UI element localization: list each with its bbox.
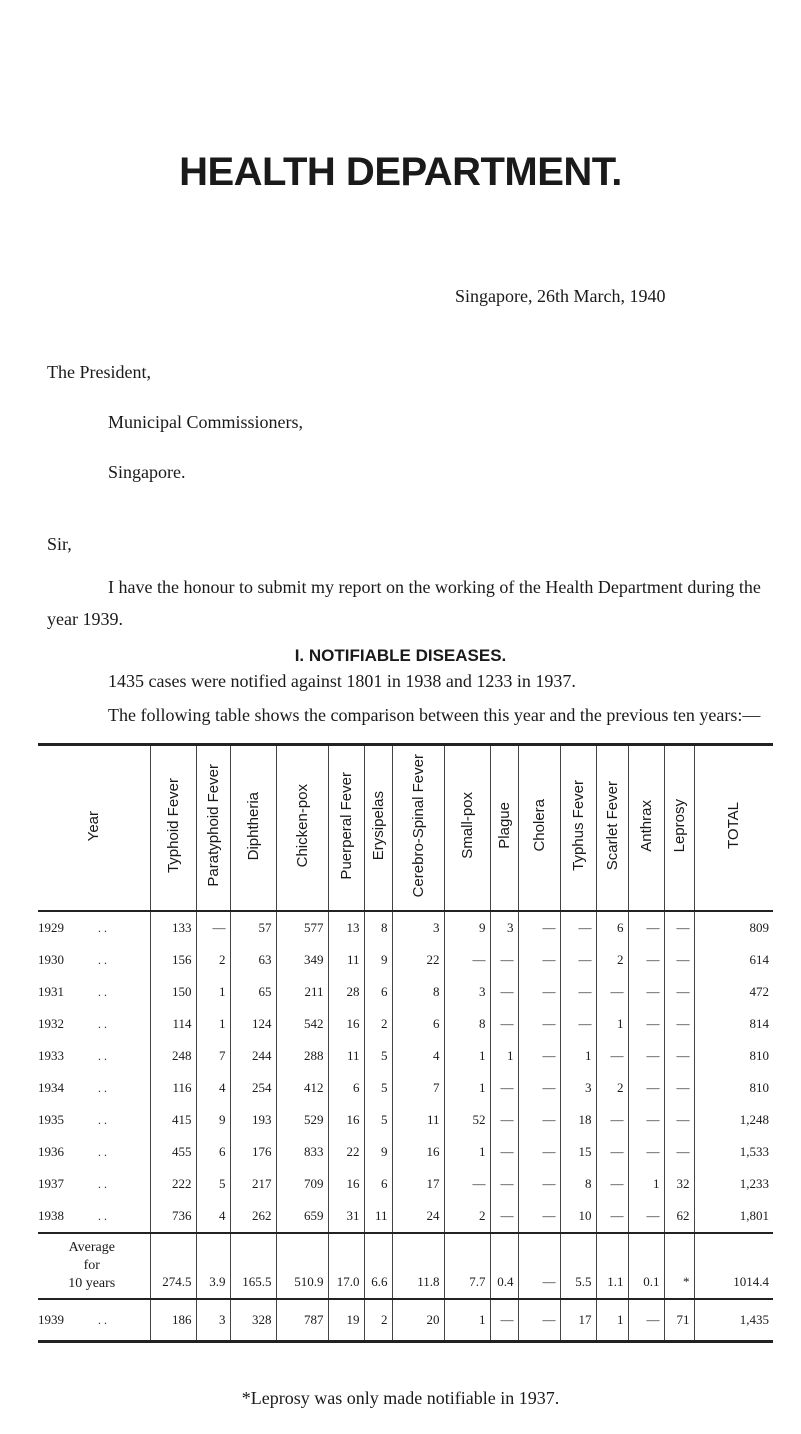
leader-dots: . .	[98, 1080, 107, 1095]
address-line-3: Singapore.	[108, 462, 186, 482]
table-cell: 7.7	[444, 1233, 490, 1299]
table-cell: 24	[392, 1200, 444, 1233]
column-header-label: Small-pox	[458, 792, 476, 860]
table-cell: 57	[230, 911, 276, 944]
table-cell: 1,801	[694, 1200, 773, 1233]
table-cell: —	[490, 976, 518, 1008]
table-cell: 211	[276, 976, 328, 1008]
table-cell: —	[518, 944, 560, 976]
column-header-label: Typhoid Fever	[164, 778, 182, 874]
table-cell: —	[664, 1040, 694, 1072]
table-cell: 328	[230, 1299, 276, 1342]
section-heading: I. NOTIFIABLE DISEASES.	[294, 646, 507, 665]
average-label-line: for	[83, 1257, 100, 1273]
table-cell: 472	[694, 976, 773, 1008]
column-header	[38, 745, 150, 911]
table-cell: 176	[230, 1136, 276, 1168]
table-row	[38, 1104, 773, 1136]
table-cell: —	[628, 1072, 664, 1104]
table-cell: 7	[392, 1072, 444, 1104]
table-cell: 31	[328, 1200, 364, 1233]
year-cell	[38, 1168, 150, 1200]
average-row	[38, 1233, 773, 1299]
table-cell: 9	[196, 1104, 230, 1136]
dateline: Singapore, 26th March, 1940	[455, 286, 666, 306]
table-cell: —	[664, 1104, 694, 1136]
table-cell: 6	[196, 1136, 230, 1168]
table-cell: 1	[444, 1072, 490, 1104]
table-cell: 71	[664, 1299, 694, 1342]
table-cell: 16	[328, 1104, 364, 1136]
leader-dots: . .	[98, 952, 107, 967]
table-cell: 412	[276, 1072, 328, 1104]
table-cell: 9	[364, 944, 392, 976]
table-cell: 833	[276, 1136, 328, 1168]
table-cell: —	[628, 1008, 664, 1040]
table-cell: 709	[276, 1168, 328, 1200]
table-cell: —	[444, 1168, 490, 1200]
table-cell: 736	[150, 1200, 196, 1233]
table-cell: 11.8	[392, 1233, 444, 1299]
table-cell: 11	[364, 1200, 392, 1233]
year-cell	[38, 976, 150, 1008]
table-cell: 62	[664, 1200, 694, 1233]
summary-paragraph: 1435 cases were notified against 1801 in 1938 and 1233 in 1937.	[108, 671, 576, 691]
table-cell: —	[596, 1200, 628, 1233]
table-cell: 8	[560, 1168, 596, 1200]
table-cell: —	[664, 1008, 694, 1040]
table-cell: —	[560, 1008, 596, 1040]
table-cell: 165.5	[230, 1233, 276, 1299]
table-cell: —	[596, 1136, 628, 1168]
table-row	[38, 1168, 773, 1200]
table-cell: 542	[276, 1008, 328, 1040]
average-label-line: Average	[68, 1239, 115, 1255]
year-cell	[38, 1072, 150, 1104]
table-cell: 20	[392, 1299, 444, 1342]
table-cell: 529	[276, 1104, 328, 1136]
year-cell	[38, 1040, 150, 1072]
average-label-line: 10 years	[68, 1275, 116, 1291]
column-header-label: Leprosy	[670, 799, 688, 853]
table-cell: 659	[276, 1200, 328, 1233]
table-cell: —	[628, 1136, 664, 1168]
table-cell: 254	[230, 1072, 276, 1104]
leader-dots: . .	[98, 1144, 107, 1159]
table-cell: 5	[196, 1168, 230, 1200]
table-cell: —	[664, 944, 694, 976]
table-cell: —	[518, 1136, 560, 1168]
table-cell: 810	[694, 1040, 773, 1072]
table-cell: —	[490, 1168, 518, 1200]
table-cell: 8	[364, 911, 392, 944]
table-cell: —	[518, 976, 560, 1008]
table-cell: 11	[328, 944, 364, 976]
table-cell: 244	[230, 1040, 276, 1072]
column-header	[694, 745, 773, 911]
table-cell: 5	[364, 1040, 392, 1072]
table-cell: 16	[392, 1136, 444, 1168]
year-cell	[38, 1299, 150, 1342]
table-cell: 6.6	[364, 1233, 392, 1299]
column-header	[490, 745, 518, 911]
year-label: 1936	[38, 1143, 64, 1159]
table-row	[38, 1072, 773, 1104]
table-cell: 1,248	[694, 1104, 773, 1136]
table-cell: 1.1	[596, 1233, 628, 1299]
table-cell: —	[628, 1040, 664, 1072]
table-cell: 150	[150, 976, 196, 1008]
table-cell: —	[490, 1104, 518, 1136]
table-cell: 1	[596, 1008, 628, 1040]
table-row	[38, 1008, 773, 1040]
table-cell: —	[444, 944, 490, 976]
table-cell: —	[628, 1104, 664, 1136]
column-header	[392, 745, 444, 911]
year-label: 1938	[38, 1207, 64, 1223]
table-cell: 2	[444, 1200, 490, 1233]
table-cell: —	[664, 1136, 694, 1168]
column-header	[150, 745, 196, 911]
table-cell: 13	[328, 911, 364, 944]
table-cell: 8	[392, 976, 444, 1008]
table-cell: 1	[596, 1299, 628, 1342]
table-cell: 1	[560, 1040, 596, 1072]
table-cell: 156	[150, 944, 196, 976]
table-cell: 248	[150, 1040, 196, 1072]
leader-dots: . .	[98, 984, 107, 999]
table-cell: 7	[196, 1040, 230, 1072]
table-cell: 65	[230, 976, 276, 1008]
year-label: 1939	[38, 1311, 64, 1327]
column-header-label: Scarlet Fever	[603, 781, 621, 871]
table-cell: 5	[364, 1104, 392, 1136]
table-cell: 16	[328, 1168, 364, 1200]
table-cell: 577	[276, 911, 328, 944]
table-cell: 133	[150, 911, 196, 944]
table-cell: 116	[150, 1072, 196, 1104]
table-cell: —	[628, 944, 664, 976]
table-cell: —	[518, 1299, 560, 1342]
table-cell: 0.1	[628, 1233, 664, 1299]
year-cell	[38, 1104, 150, 1136]
table-row	[38, 1200, 773, 1233]
table-cell: 3	[560, 1072, 596, 1104]
table-cell: 262	[230, 1200, 276, 1233]
table-row	[38, 1040, 773, 1072]
table-cell: 8	[444, 1008, 490, 1040]
table-cell: 4	[196, 1200, 230, 1233]
table-cell: —	[518, 1072, 560, 1104]
table-cell: 2	[364, 1008, 392, 1040]
year-cell	[38, 1136, 150, 1168]
table-cell: 1,233	[694, 1168, 773, 1200]
table-cell: 1	[490, 1040, 518, 1072]
table-cell: 2	[364, 1299, 392, 1342]
table-cell: 3	[444, 976, 490, 1008]
table-cell: 11	[392, 1104, 444, 1136]
table-row	[38, 944, 773, 976]
address-line-2: Municipal Commissioners,	[108, 412, 303, 432]
address-line-1: The President,	[47, 362, 151, 382]
table-cell: 2	[596, 1072, 628, 1104]
leader-dots: . .	[98, 1312, 107, 1327]
column-header-label: Year	[85, 810, 103, 841]
year-label: 1935	[38, 1111, 64, 1127]
leader-dots: . .	[98, 1176, 107, 1191]
table-cell: —	[196, 911, 230, 944]
table-cell: 1	[628, 1168, 664, 1200]
column-header	[560, 745, 596, 911]
column-header-label: Cholera	[530, 799, 548, 853]
table-cell: 18	[560, 1104, 596, 1136]
column-header-label: Diphtheria	[244, 791, 262, 860]
column-header-label: TOTAL	[725, 802, 743, 850]
table-cell: —	[664, 976, 694, 1008]
table-cell: —	[628, 911, 664, 944]
leader-dots: . .	[98, 1112, 107, 1127]
table-cell: 1	[444, 1299, 490, 1342]
table-cell: —	[596, 1104, 628, 1136]
table-cell: 1,533	[694, 1136, 773, 1168]
table-row	[38, 1136, 773, 1168]
table-cell: 510.9	[276, 1233, 328, 1299]
table-cell: 5	[364, 1072, 392, 1104]
table-cell: 787	[276, 1299, 328, 1342]
year-label: 1929	[38, 919, 64, 935]
footnote: *Leprosy was only made notifiable in 1937.	[241, 1388, 560, 1408]
leader-dots: . .	[98, 1208, 107, 1223]
year-cell	[38, 1008, 150, 1040]
year-label: 1930	[38, 951, 64, 967]
table-cell: 274.5	[150, 1233, 196, 1299]
table-cell: 193	[230, 1104, 276, 1136]
table-cell: 186	[150, 1299, 196, 1342]
column-header-label: Cerebro-Spinal Fever	[409, 754, 427, 898]
table-cell: 6	[392, 1008, 444, 1040]
table-cell: 11	[328, 1040, 364, 1072]
table-cell: —	[628, 1299, 664, 1342]
table-cell: 6	[328, 1072, 364, 1104]
table-cell: 6	[364, 976, 392, 1008]
table-cell: 614	[694, 944, 773, 976]
column-header	[364, 745, 392, 911]
table-cell: 3	[490, 911, 518, 944]
column-header-label: Chicken-pox	[293, 784, 311, 868]
table-cell: 28	[328, 976, 364, 1008]
table-cell: 16	[328, 1008, 364, 1040]
table-cell: 1	[196, 976, 230, 1008]
table-cell: —	[518, 1233, 560, 1299]
table-cell: 17	[392, 1168, 444, 1200]
table-cell: —	[490, 1136, 518, 1168]
table-cell: —	[628, 1200, 664, 1233]
table-cell: 22	[392, 944, 444, 976]
column-header-label: Anthrax	[637, 799, 655, 852]
table-cell: 2	[196, 944, 230, 976]
table-cell: 1	[444, 1136, 490, 1168]
column-header-label: Plague	[495, 802, 513, 850]
average-label	[38, 1233, 150, 1299]
table-cell: —	[490, 1008, 518, 1040]
table-cell: 3.9	[196, 1233, 230, 1299]
column-header-label: Paratyphoid Fever	[204, 764, 222, 888]
leader-dots: . .	[98, 1048, 107, 1063]
table-cell: 288	[276, 1040, 328, 1072]
leader-dots: . .	[98, 920, 107, 935]
column-header	[596, 745, 628, 911]
page-title: HEALTH DEPARTMENT.	[179, 150, 622, 194]
table-cell: 1014.4	[694, 1233, 773, 1299]
table-cell: 3	[392, 911, 444, 944]
table-cell: 217	[230, 1168, 276, 1200]
table-cell: —	[596, 976, 628, 1008]
table-cell: 4	[196, 1072, 230, 1104]
table-cell: 810	[694, 1072, 773, 1104]
table-intro-paragraph: The following table shows the comparison between this year and the previous ten years:—	[108, 705, 761, 725]
table-cell: —	[560, 976, 596, 1008]
table-row	[38, 976, 773, 1008]
table-cell: 5.5	[560, 1233, 596, 1299]
table-cell: 0.4	[490, 1233, 518, 1299]
table-cell: —	[518, 1200, 560, 1233]
year-label: 1934	[38, 1079, 64, 1095]
table-cell: 2	[596, 944, 628, 976]
column-header	[328, 745, 364, 911]
table-cell: 19	[328, 1299, 364, 1342]
table-cell: —	[560, 944, 596, 976]
column-header	[444, 745, 490, 911]
table-cell: —	[664, 1072, 694, 1104]
table-cell: —	[490, 1200, 518, 1233]
table-cell: 52	[444, 1104, 490, 1136]
table-cell: 6	[364, 1168, 392, 1200]
table-cell: 114	[150, 1008, 196, 1040]
year-label: 1937	[38, 1175, 64, 1191]
column-header	[518, 745, 560, 911]
table-cell: 9	[444, 911, 490, 944]
table-cell: —	[664, 911, 694, 944]
column-header	[196, 745, 230, 911]
table-row	[38, 911, 773, 944]
notifiable-diseases-table	[38, 743, 773, 1343]
table-cell: —	[560, 911, 596, 944]
table-cell: —	[518, 1040, 560, 1072]
table-cell: 63	[230, 944, 276, 976]
table-cell: 32	[664, 1168, 694, 1200]
table-cell: 809	[694, 911, 773, 944]
year-label: 1932	[38, 1015, 64, 1031]
table-cell: 9	[364, 1136, 392, 1168]
table-cell: 415	[150, 1104, 196, 1136]
table-cell: 1	[196, 1008, 230, 1040]
column-header	[276, 745, 328, 911]
leader-dots: . .	[98, 1016, 107, 1031]
table-cell: 814	[694, 1008, 773, 1040]
table-cell: 124	[230, 1008, 276, 1040]
table-cell: 15	[560, 1136, 596, 1168]
table-cell: —	[518, 911, 560, 944]
header-row	[38, 745, 773, 911]
column-header-label: Erysipelas	[369, 791, 387, 861]
table-cell: 349	[276, 944, 328, 976]
table-cell: 455	[150, 1136, 196, 1168]
column-header-label: Puerperal Fever	[337, 771, 355, 880]
table-cell: —	[596, 1168, 628, 1200]
intro-paragraph: I have the honour to submit my report on the working of the Health Department during the year 1939.	[47, 577, 761, 629]
table-cell: 1,435	[694, 1299, 773, 1342]
table-cell: —	[490, 1299, 518, 1342]
table-cell: —	[518, 1104, 560, 1136]
table-cell: 22	[328, 1136, 364, 1168]
table-cell: *	[664, 1233, 694, 1299]
table-cell: —	[596, 1040, 628, 1072]
column-header	[664, 745, 694, 911]
table-cell: 17.0	[328, 1233, 364, 1299]
table-cell: 4	[392, 1040, 444, 1072]
table-cell: —	[518, 1008, 560, 1040]
year-cell	[38, 911, 150, 944]
year-label: 1933	[38, 1047, 64, 1063]
salutation: Sir,	[47, 534, 72, 554]
column-header-label: Typhus Fever	[569, 780, 587, 872]
table-row	[38, 1299, 773, 1342]
column-header	[628, 745, 664, 911]
table-cell: 17	[560, 1299, 596, 1342]
table-cell: —	[490, 944, 518, 976]
table-cell: —	[490, 1072, 518, 1104]
year-label: 1931	[38, 983, 64, 999]
year-cell	[38, 1200, 150, 1233]
table-cell: 6	[596, 911, 628, 944]
table-cell: 10	[560, 1200, 596, 1233]
table-cell: 3	[196, 1299, 230, 1342]
table-cell: 222	[150, 1168, 196, 1200]
table-cell: 1	[444, 1040, 490, 1072]
year-cell	[38, 944, 150, 976]
table-cell: —	[628, 976, 664, 1008]
column-header	[230, 745, 276, 911]
table-cell: —	[518, 1168, 560, 1200]
